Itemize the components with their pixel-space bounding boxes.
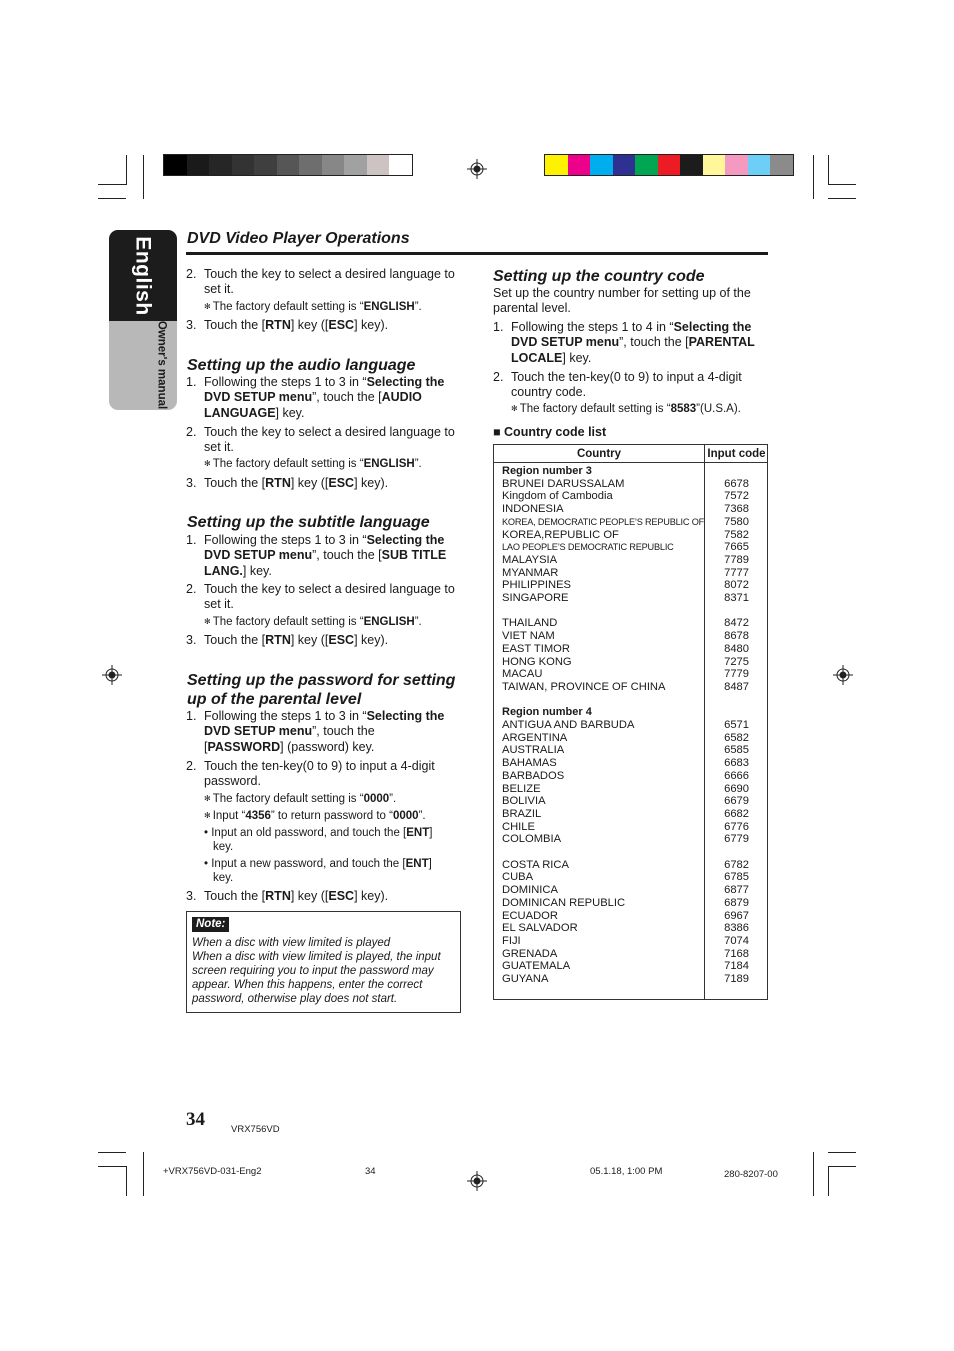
reset-note: ✻ Input “4356” to return password to “0000”. xyxy=(204,810,426,822)
calibration-swatch xyxy=(254,155,277,175)
country-code-heading: Setting up the country code xyxy=(493,268,705,285)
country-code: 6877 xyxy=(724,884,749,897)
step-text: Touch the [RTN] key ([ESC] key). xyxy=(204,476,389,490)
step-text: Following the steps 1 to 3 in “Selecting the DVD SETUP menu”, touch the [AUDIO LANGUAGE] key. xyxy=(204,375,445,420)
country-code: 7665 xyxy=(724,541,749,554)
country-name: AUSTRALIA xyxy=(502,744,565,757)
country-name: ARGENTINA xyxy=(502,731,568,744)
crop-mark xyxy=(828,1152,856,1153)
table-row xyxy=(502,770,767,783)
table-row xyxy=(502,846,767,859)
country-code: 7189 xyxy=(724,973,749,985)
table-row xyxy=(502,808,767,821)
table-row xyxy=(502,821,767,834)
country-code: 8386 xyxy=(724,922,749,935)
note-box xyxy=(186,911,461,1013)
default-note: ✻ The factory default setting is “ENGLISH”. xyxy=(204,458,422,470)
table-row xyxy=(502,605,767,618)
step-number: 3. xyxy=(186,476,197,490)
header-rule xyxy=(186,252,768,255)
country-code: 8678 xyxy=(724,630,749,643)
country-name: FIJI xyxy=(502,934,521,947)
registration-mark-icon xyxy=(467,159,487,179)
country-name: LAO PEOPLE’S DEMOCRATIC REPUBLIC xyxy=(502,542,674,553)
registration-mark-icon xyxy=(102,665,122,685)
model-name: VRX756VD xyxy=(231,1124,280,1135)
country-code: 6879 xyxy=(724,896,749,909)
country-name: THAILAND xyxy=(502,617,558,630)
table-row xyxy=(502,719,767,732)
step-number: 1. xyxy=(186,533,197,547)
country-code: 7580 xyxy=(724,515,749,528)
part-number: 280-8207-00 xyxy=(724,1169,778,1180)
country-name: BAHAMAS xyxy=(502,757,557,770)
calibration-swatch xyxy=(187,155,210,175)
default-note: ✻ The factory default setting is “8583”(U.S.A). xyxy=(511,403,741,415)
subtitle-language-heading: Setting up the subtitle language xyxy=(187,514,430,531)
crop-mark xyxy=(143,1152,144,1196)
table-row xyxy=(502,795,767,808)
table-row xyxy=(502,897,767,910)
table-row xyxy=(502,668,767,681)
square-bullet-icon: ■ xyxy=(493,425,505,439)
table-row xyxy=(502,884,767,897)
step-text: Touch the ten-key(0 to 9) to input a 4-digit password. xyxy=(204,759,435,789)
table-row xyxy=(502,744,767,757)
step-text: Touch the key to select a desired language to set it. xyxy=(204,582,455,612)
country-code: 7275 xyxy=(724,655,749,668)
table-row xyxy=(502,592,767,605)
country-code: 8472 xyxy=(724,617,749,630)
step-number: 3. xyxy=(186,633,197,647)
calibration-swatch xyxy=(322,155,345,175)
country-name: CUBA xyxy=(502,871,534,884)
region-header-row xyxy=(502,706,767,719)
table-row xyxy=(502,859,767,872)
country-code: 6679 xyxy=(724,795,749,808)
step-number: 2. xyxy=(186,759,197,773)
table-row xyxy=(502,579,767,592)
table-row xyxy=(502,643,767,656)
country-code: 7777 xyxy=(724,566,749,579)
calibration-swatch xyxy=(209,155,232,175)
calibration-swatch xyxy=(545,155,568,175)
table-row xyxy=(502,960,767,973)
registration-mark-icon xyxy=(833,665,853,685)
calibration-swatch xyxy=(635,155,658,175)
calibration-swatch xyxy=(658,155,681,175)
side-tab-language: English xyxy=(131,236,155,316)
grayscale-calibration-bar xyxy=(163,154,413,176)
table-row xyxy=(502,922,767,935)
calibration-swatch xyxy=(389,155,412,175)
calibration-swatch xyxy=(590,155,613,175)
crop-mark xyxy=(828,198,856,199)
country-name: VIET NAM xyxy=(502,630,555,643)
table-row xyxy=(502,694,767,707)
country-name: Region number 4 xyxy=(502,706,592,719)
country-code: 6582 xyxy=(724,731,749,744)
country-name: MYANMAR xyxy=(502,566,559,579)
table-row xyxy=(502,617,767,630)
crop-mark xyxy=(98,198,126,199)
country-code: 8371 xyxy=(724,592,749,604)
table-row xyxy=(502,910,767,923)
crop-mark xyxy=(813,155,814,199)
color-calibration-bar xyxy=(544,154,794,176)
table-row xyxy=(502,935,767,948)
default-note: ✻ The factory default setting is “ENGLISH”. xyxy=(204,616,422,628)
table-row xyxy=(502,871,767,884)
country-name: EAST TIMOR xyxy=(502,642,570,655)
calibration-swatch xyxy=(748,155,771,175)
country-code: 6682 xyxy=(724,807,749,820)
country-name: KOREA, DEMOCRATIC PEOPLE’S REPUBLIC OF xyxy=(502,516,705,527)
sheet-number: 34 xyxy=(365,1166,376,1177)
country-name: BRAZIL xyxy=(502,807,542,820)
country-code: 8480 xyxy=(724,642,749,655)
audio-language-heading: Setting up the audio language xyxy=(187,357,416,374)
step-number: 1. xyxy=(493,320,504,334)
table-row xyxy=(502,529,767,542)
table-row xyxy=(502,490,767,503)
table-row xyxy=(502,757,767,770)
crop-mark xyxy=(828,155,829,185)
step-text: Following the steps 1 to 4 in “Selecting the DVD SETUP menu”, touch the [PARENTAL LOCALE] key. xyxy=(511,320,755,365)
calibration-swatch xyxy=(299,155,322,175)
default-note: ✻ The factory default setting is “ENGLISH”. xyxy=(204,301,422,313)
step-number: 2. xyxy=(493,370,504,384)
step-text: Touch the [RTN] key ([ESC] key). xyxy=(204,633,389,647)
country-name: HONG KONG xyxy=(502,655,572,668)
calibration-swatch xyxy=(613,155,636,175)
table-row xyxy=(502,478,767,491)
crop-mark xyxy=(813,1152,814,1196)
crop-mark xyxy=(98,1166,126,1167)
table-row xyxy=(502,516,767,529)
step-text: Touch the ten-key(0 to 9) to input a 4-digit country code. xyxy=(511,370,742,400)
country-code: 6683 xyxy=(724,757,749,770)
country-name: CHILE xyxy=(502,820,535,833)
calibration-swatch xyxy=(680,155,703,175)
bullet-old-password: • Input an old password, and touch the [ENT] key. xyxy=(204,827,433,853)
step-number: 1. xyxy=(186,375,197,389)
country-name: COSTA RICA xyxy=(502,858,569,871)
calibration-swatch xyxy=(232,155,255,175)
table-row xyxy=(502,973,767,986)
registration-mark-icon xyxy=(467,1171,487,1191)
country-intro: Set up the country number for setting up of the parental level. xyxy=(493,286,751,316)
step-text: Touch the key to select a desired language to set it. xyxy=(204,425,455,455)
calibration-swatch xyxy=(725,155,748,175)
crop-mark xyxy=(126,1166,127,1196)
step-text: Touch the [RTN] key ([ESC] key). xyxy=(204,318,389,332)
country-code: 6585 xyxy=(724,744,749,757)
table-row xyxy=(502,783,767,796)
file-name: +VRX756VD-031-Eng2 xyxy=(163,1166,262,1177)
note-label: Note: xyxy=(192,917,229,932)
table-row xyxy=(502,833,767,846)
country-code: 6571 xyxy=(724,719,749,731)
table-row xyxy=(502,630,767,643)
country-name: BELIZE xyxy=(502,782,541,795)
country-name: COLOMBIA xyxy=(502,833,562,846)
country-code: 7582 xyxy=(724,528,749,541)
country-code: 7779 xyxy=(724,668,749,681)
table-row xyxy=(502,656,767,669)
country-name: INDONESIA xyxy=(502,503,564,516)
country-name: BRUNEI DARUSSALAM xyxy=(502,477,625,490)
country-name: SINGAPORE xyxy=(502,592,569,604)
country-name: DOMINICAN REPUBLIC xyxy=(502,896,626,909)
country-name: MACAU xyxy=(502,668,543,681)
step-number: 2. xyxy=(186,267,197,281)
country-name: BARBADOS xyxy=(502,769,565,782)
country-code: 7368 xyxy=(724,503,749,516)
country-list-title: ■ Country code list xyxy=(493,425,607,439)
country-name: GRENADA xyxy=(502,947,558,960)
country-code: 6666 xyxy=(724,769,749,782)
country-code: 6779 xyxy=(724,833,749,846)
calibration-swatch xyxy=(568,155,591,175)
calibration-swatch xyxy=(770,155,793,175)
country-code: 6690 xyxy=(724,782,749,795)
country-name: MALAYSIA xyxy=(502,553,558,566)
country-name: PHILIPPINES xyxy=(502,579,572,592)
country-code: 7168 xyxy=(724,947,749,960)
country-name: KOREA,REPUBLIC OF xyxy=(502,528,619,541)
column-header-code: Input code xyxy=(707,448,766,460)
step-number: 2. xyxy=(186,582,197,596)
default-note: ✻ The factory default setting is “0000”. xyxy=(204,793,397,805)
step-number: 3. xyxy=(186,889,197,903)
calibration-swatch xyxy=(277,155,300,175)
country-code: 6785 xyxy=(724,871,749,884)
country-name: DOMINICA xyxy=(502,884,558,897)
country-code: 6967 xyxy=(724,909,749,922)
country-code: 6782 xyxy=(724,858,749,871)
table-row xyxy=(502,503,767,516)
country-code: 7184 xyxy=(724,960,749,973)
step-text: Touch the [RTN] key ([ESC] key). xyxy=(204,889,389,903)
country-code: 6776 xyxy=(724,820,749,833)
table-row xyxy=(502,554,767,567)
step-text: Touch the key to select a desired language to set it. xyxy=(204,267,455,297)
country-code-table xyxy=(493,444,768,1000)
section-title: DVD Video Player Operations xyxy=(187,230,410,247)
side-tab-manual-label: Owner's manual xyxy=(155,320,168,410)
country-name: GUATEMALA xyxy=(502,960,571,973)
country-name: BOLIVIA xyxy=(502,795,546,808)
country-code: 6678 xyxy=(724,477,749,490)
step-number: 3. xyxy=(186,318,197,332)
step-text: Following the steps 1 to 3 in “Selecting the DVD SETUP menu”, touch the [PASSWORD] (password) key. xyxy=(204,709,445,754)
crop-mark xyxy=(126,155,127,185)
crop-mark xyxy=(828,1166,856,1167)
bullet-new-password: • Input a new password, and touch the [ENT] key. xyxy=(204,858,432,884)
table-row xyxy=(502,541,767,554)
country-code: 7572 xyxy=(724,490,749,503)
country-name: GUYANA xyxy=(502,973,549,985)
calibration-swatch xyxy=(367,155,390,175)
print-datetime: 05.1.18, 1:00 PM xyxy=(590,1166,663,1177)
country-code: 7789 xyxy=(724,553,749,566)
table-row xyxy=(502,948,767,961)
step-text: Following the steps 1 to 3 in “Selecting the DVD SETUP menu”, touch the [SUB TITLE LANG.] key. xyxy=(204,533,447,578)
country-code: 7074 xyxy=(724,934,749,947)
calibration-swatch xyxy=(164,155,187,175)
page-number: 34 xyxy=(186,1109,205,1130)
country-name: Kingdom of Cambodia xyxy=(502,490,613,503)
country-code: 8487 xyxy=(724,680,749,693)
crop-mark xyxy=(828,1166,829,1196)
crop-mark xyxy=(98,1152,126,1153)
calibration-swatch xyxy=(344,155,367,175)
country-name: TAIWAN, PROVINCE OF CHINA xyxy=(502,680,666,693)
country-name: EL SALVADOR xyxy=(502,922,578,935)
country-name: ANTIGUA AND BARBUDA xyxy=(502,719,635,731)
note-text: When a disc with view limited is played When a disc with view limited is played, the input screen requiring you to input the password may appear. When this happens, enter the correct password, otherwise play does not start. xyxy=(192,937,441,1005)
table-row xyxy=(502,681,767,694)
country-name: Region number 3 xyxy=(502,465,592,477)
country-code: 8072 xyxy=(724,579,749,592)
crop-mark xyxy=(98,184,126,185)
table-row xyxy=(502,567,767,580)
crop-mark xyxy=(828,184,856,185)
step-number: 1. xyxy=(186,709,197,723)
region-header-row xyxy=(502,465,767,478)
password-heading: Setting up the password for setting up of the parental level xyxy=(187,672,456,708)
crop-mark xyxy=(143,155,144,199)
column-header-country: Country xyxy=(576,448,622,460)
calibration-swatch xyxy=(703,155,726,175)
table-row xyxy=(502,732,767,745)
step-number: 2. xyxy=(186,425,197,439)
country-name: ECUADOR xyxy=(502,909,558,922)
